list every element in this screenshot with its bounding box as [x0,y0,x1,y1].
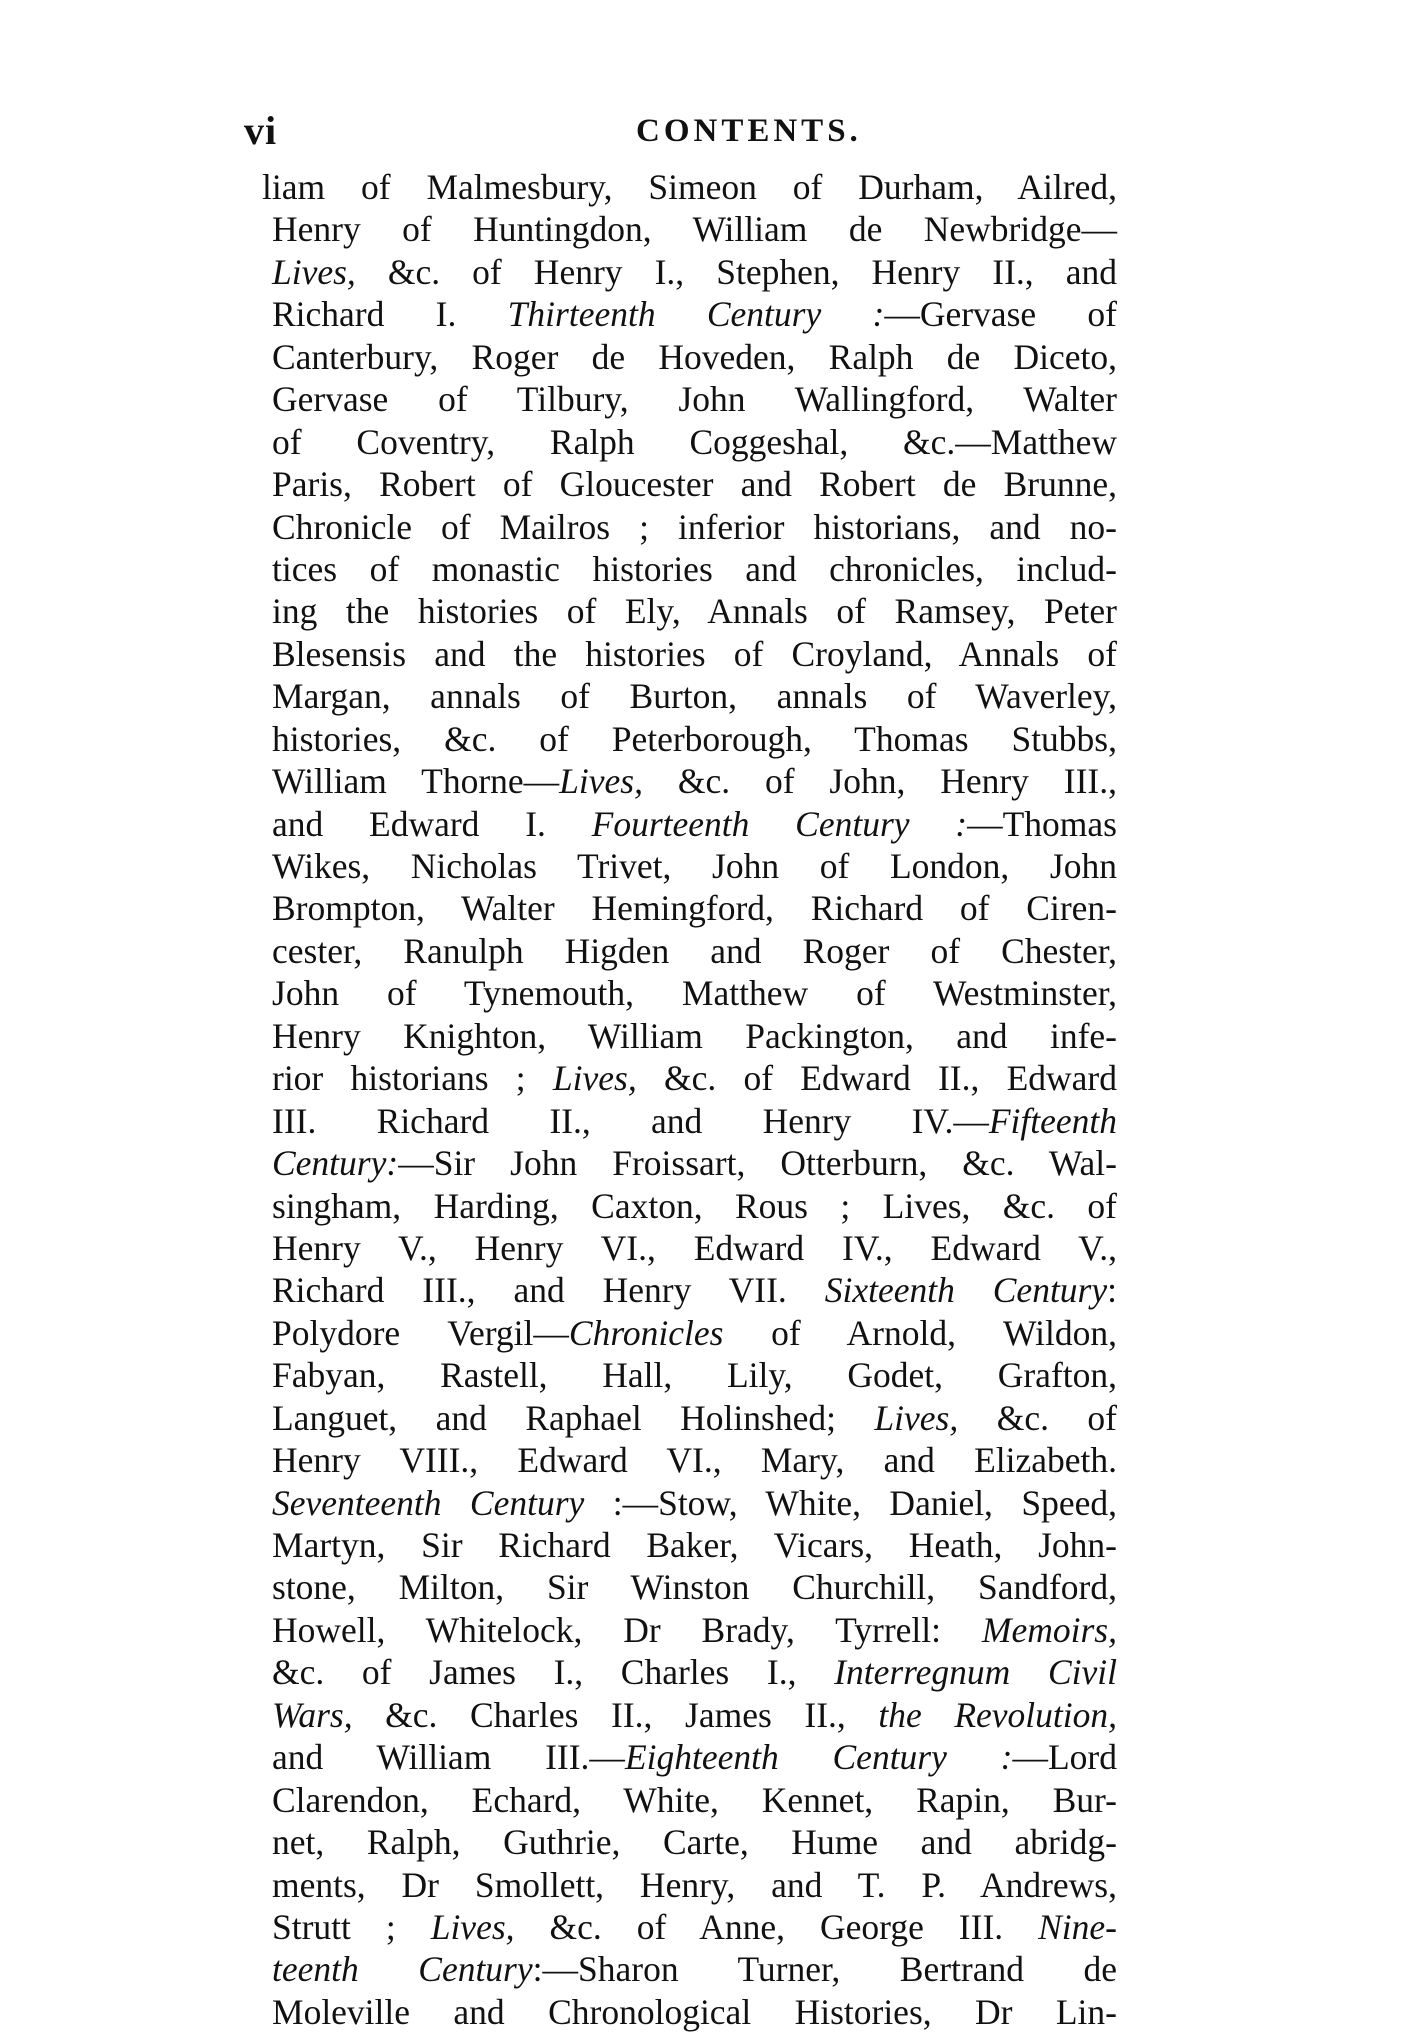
italic-text: Interregnum Civil [834,1652,1117,1693]
text-run: Henry VIII., Edward VI., Mary, and Elizabeth. [272,1440,1117,1481]
text-run: stone, Milton, Sir Winston Churchill, Sandford, [272,1567,1117,1608]
text-line [272,336,1117,378]
text-line [272,1609,1117,1651]
italic-text: Memoirs, [981,1609,1117,1650]
text-line [272,548,1117,590]
text-run: :—Sharon Turner, Bertrand de [532,1949,1117,1990]
text-run: :—Stow, White, Daniel, Speed, [584,1482,1117,1523]
running-head: CONTENTS. [636,113,862,149]
text-line [272,421,1117,463]
text-line [272,1439,1117,1481]
text-line [272,1524,1117,1566]
text-run: of Coventry, Ralph Coggeshal, &c.—Matthew [272,421,1117,462]
text-line [272,1779,1117,1821]
text-run: cester, Ranulph Higden and Roger of Chester, [272,930,1117,971]
text-run: Fabyan, Rastell, Hall, Lily, Godet, Grafton, [272,1355,1117,1396]
text-line [272,972,1117,1014]
text-run: &c. of Edward II., Edward [636,1058,1117,1099]
text-line [272,463,1117,505]
text-line [272,1736,1117,1778]
text-run: &c. of Anne, George III. [514,1906,1039,1947]
text-line [272,1906,1117,1948]
text-line [272,930,1117,972]
text-run: Chronicle of Mailros ; inferior historians, and no- [272,506,1117,547]
text-line [272,506,1117,548]
text-line [272,675,1117,717]
italic-text: Fourteenth Century : [591,803,968,844]
text-line [272,1651,1117,1693]
text-run: Brompton, Walter Hemingford, Richard of Ciren- [272,888,1117,929]
text-run: Margan, annals of Burton, annals of Waverley, [272,676,1117,717]
italic-text: Lives, [559,761,643,802]
text-run: &c. of John, Henry III., [642,761,1118,802]
italic-text: teenth Century [272,1949,533,1990]
text-run: Canterbury, Roger de Hoveden, Ralph de Diceto, [272,336,1117,377]
text-run: net, Ralph, Guthrie, Carte, Hume and abridg- [272,1822,1117,1863]
text-line [272,1482,1117,1524]
text-run: and Edward I. [272,803,592,844]
text-line [272,208,1117,250]
text-run: Henry V., Henry VI., Edward IV., Edward V., [272,1227,1117,1268]
text-run: and William III.— [272,1737,625,1778]
italic-text: Lives, [874,1397,959,1438]
text-run: —Gervase of [884,294,1117,335]
text-line [272,1227,1117,1269]
text-line [272,887,1117,929]
text-line [272,1185,1117,1227]
text-run: liam of Malmesbury, Simeon of Durham, Ailred, [262,167,1117,207]
italic-text: Chronicles [568,1312,724,1353]
text-run: Paris, Robert of Gloucester and Robert de Brunne, [272,464,1117,505]
italic-text: Fifteenth [988,1100,1117,1141]
text-line [272,1694,1117,1736]
text-line [272,1142,1117,1184]
text-run: Strutt ; [272,1906,431,1947]
italic-text: Seventeenth Century [272,1482,585,1523]
text-line [272,803,1117,845]
text-line [272,1864,1117,1906]
italic-text: Sixteenth Century [824,1270,1108,1311]
text-line [272,1269,1117,1311]
italic-text: Lives, [552,1058,637,1099]
italic-text: Lives, [430,1906,515,1947]
text-run: Clarendon, Echard, White, Kennet, Rapin, Bur- [272,1779,1117,1820]
italic-text: Wars, [272,1694,353,1735]
italic-text: Eighteenth Century : [624,1737,1013,1778]
italic-text: Century: [272,1143,399,1184]
text-line [272,378,1117,420]
text-run: Martyn, Sir Richard Baker, Vicars, Heath, John- [272,1525,1117,1565]
italic-text: Thirteenth Century : [507,294,885,335]
text-run: of Arnold, Wildon, [723,1312,1117,1353]
text-run: Wikes, Nicholas Trivet, John of London, John [272,846,1117,886]
italic-text: Lives, [272,251,356,292]
text-run: &c. of [958,1397,1117,1438]
text-run: ments, Dr Smollett, Henry, and T. P. Andrews, [272,1864,1117,1905]
text-line [272,251,1117,293]
text-run: Richard III., and Henry VII. [272,1270,825,1311]
text-line [272,1354,1117,1396]
text-run: William Thorne— [272,761,560,802]
text-line [272,1566,1117,1608]
text-run: Polydore Vergil— [272,1312,569,1353]
text-run: rior historians ; [272,1058,553,1099]
text-run: Howell, Whitelock, Dr Brady, Tyrrell: [272,1609,982,1650]
text-line [272,293,1117,335]
text-run: &c. Charles II., James II., [352,1694,879,1735]
text-line [272,1100,1117,1142]
page-header [244,106,1144,156]
text-run: &c. of James I., Charles I., [272,1652,835,1693]
text-run: —Sir John Froissart, Otterburn, &c. Wal- [398,1143,1117,1184]
text-run: singham, Harding, Caxton, Rous ; Lives, &c. of [272,1185,1117,1226]
text-run: Moleville and Chronological Histories, Dr Lin- [272,1991,1117,2032]
text-run: &c. of Henry I., Stephen, Henry II., and [355,251,1117,292]
text-run: John of Tynemouth, Matthew of Westminster, [272,973,1117,1014]
text-run: tices of monastic histories and chronicles, includ- [272,548,1117,589]
text-run: —Thomas [967,803,1117,844]
italic-text: the Revolution, [878,1694,1117,1735]
text-run: Blesensis and the histories of Croyland, Annals of [272,633,1117,674]
text-line [272,718,1117,760]
text-line [272,1397,1117,1439]
italic-text: Nine- [1038,1906,1117,1947]
text-run: ing the histories of Ely, Annals of Ramsey, Peter [272,591,1117,632]
text-line [272,1057,1117,1099]
text-line [272,633,1117,675]
text-run: —Lord [1012,1737,1117,1778]
text-line [272,760,1117,802]
text-run: Henry of Huntingdon, William de Newbridge— [272,209,1117,250]
text-run: Gervase of Tilbury, John Wallingford, Walter [272,379,1117,420]
text-line [272,590,1117,632]
text-line [272,1015,1117,1057]
contents-text [262,166,1118,2033]
text-run: Richard I. [272,294,508,335]
text-line [272,845,1117,887]
text-run: histories, &c. of Peterborough, Thomas Stubbs, [272,718,1117,759]
text-run: III. Richard II., and Henry IV.— [272,1100,989,1141]
text-run: : [1107,1270,1117,1311]
text-line [272,1312,1117,1354]
text-line [262,166,1117,208]
text-run: Languet, and Raphael Holinshed; [272,1397,875,1438]
text-line [272,1821,1117,1863]
page-number: vi [244,108,278,153]
text-line [272,1991,1117,2033]
text-line [272,1948,1117,1990]
text-run: Henry Knighton, William Packington, and infe- [272,1015,1117,1056]
